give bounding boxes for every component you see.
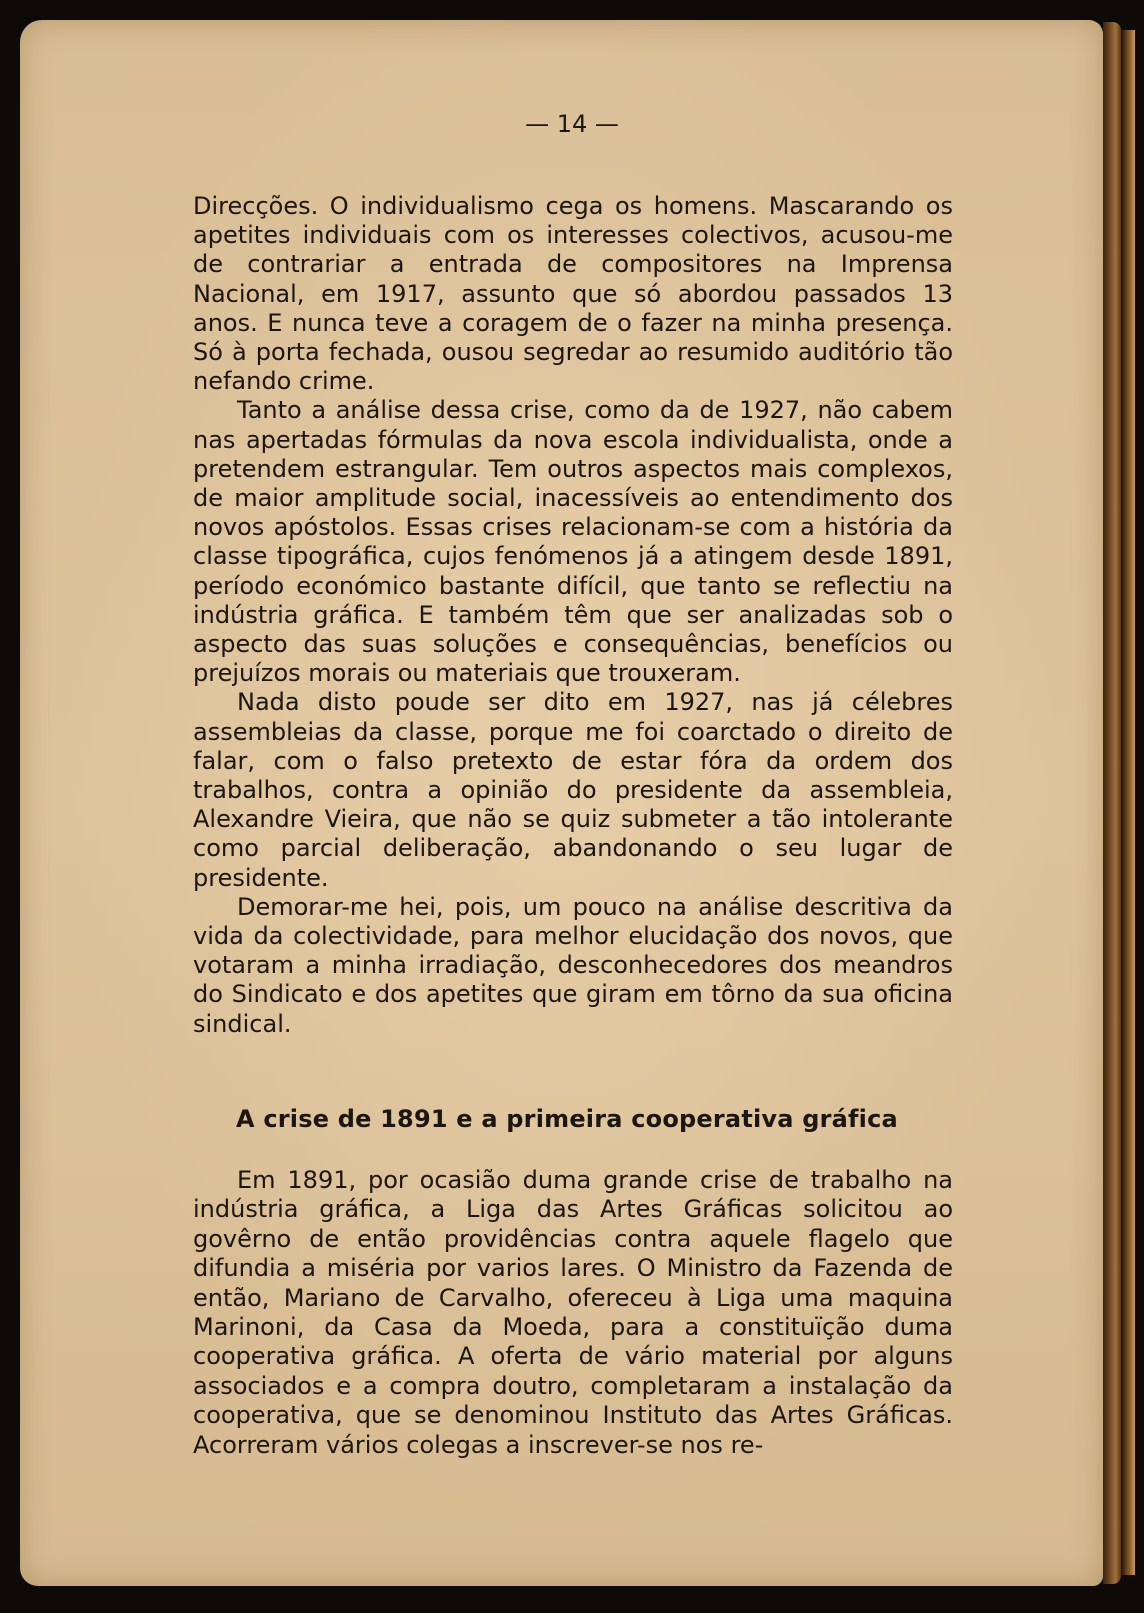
paragraph: Demorar-me hei, pois, um pouco na análise descritiva da vida da colectividade, para melhor elucidação dos novos, que votaram a minha irradiação, desconhecedores dos meandros do Sindicato e dos apetites que giram em tôrno da sua oficina sindical. [193,892,953,1038]
paragraph: Nada disto poude ser dito em 1927, nas já célebres assembleias da classe, porque me foi coarctado o direito de falar, com o falso pretexto de estar fóra da ordem dos trabalhos, contra a opinião do presidente da assembleia, Alexandre Vieira, que não se quiz submeter a tão intolerante como parcial deliberação, abandonando o seu lugar de presidente. [193,688,953,892]
book-edge [1103,22,1121,1584]
paragraph: Direcções. O individualismo cega os homens. Mascarando os apetites individuais com os interesses colectivos, acusou-me de contrariar a entrada de compositores na Imprensa Nacional, em 1917, assunto que só abordou passados 13 anos. E nunca teve a coragem de o fazer na minha presença. Só à porta fechada, ousou segredar ao resumido auditório tão nefando crime. [193,192,953,396]
section-heading: A crise de 1891 e a primeira cooperativa gráfica [236,1105,898,1133]
page-number: — 14 — [525,110,619,138]
paragraph: Em 1891, por ocasião duma grande crise de trabalho na indústria gráfica, a Liga das Artes Gráficas solicitou ao govêrno de então providências contra aquele flagelo que difundia a miséria por varios lares. O Ministro da Fazenda de então, Mariano de Carvalho, ofereceu à Liga uma maquina Marinoni, da Casa da Moeda, para a constituïção duma cooperativa gráfica. A oferta de vário material por alguns associados e a compra doutro, completaram a instalação da cooperativa, que se denominou Instituto das Artes Gráficas. Acorreram vários colegas a inscrever-se nos re- [193,1166,953,1459]
body-text [193,192,953,1039]
section-body-text [193,1166,953,1460]
book-edge-outer [1121,30,1135,1575]
paragraph: Tanto a análise dessa crise, como da de 1927, não cabem nas apertadas fórmulas da nova escola individualista, onde a pretendem estrangular. Tem outros aspectos mais complexos, de maior amplitude social, inacessíveis ao entendimento dos novos apóstolos. Essas crises relacionam-se com a história da classe tipográfica, cujos fenómenos já a atingem desde 1891, período económico bastante difícil, que tanto se reflectiu na indústria gráfica. E também têm que ser analizadas sob o aspecto das suas soluções e consequências, benefícios ou prejuízos morais ou materiais que trouxeram. [193,396,953,688]
